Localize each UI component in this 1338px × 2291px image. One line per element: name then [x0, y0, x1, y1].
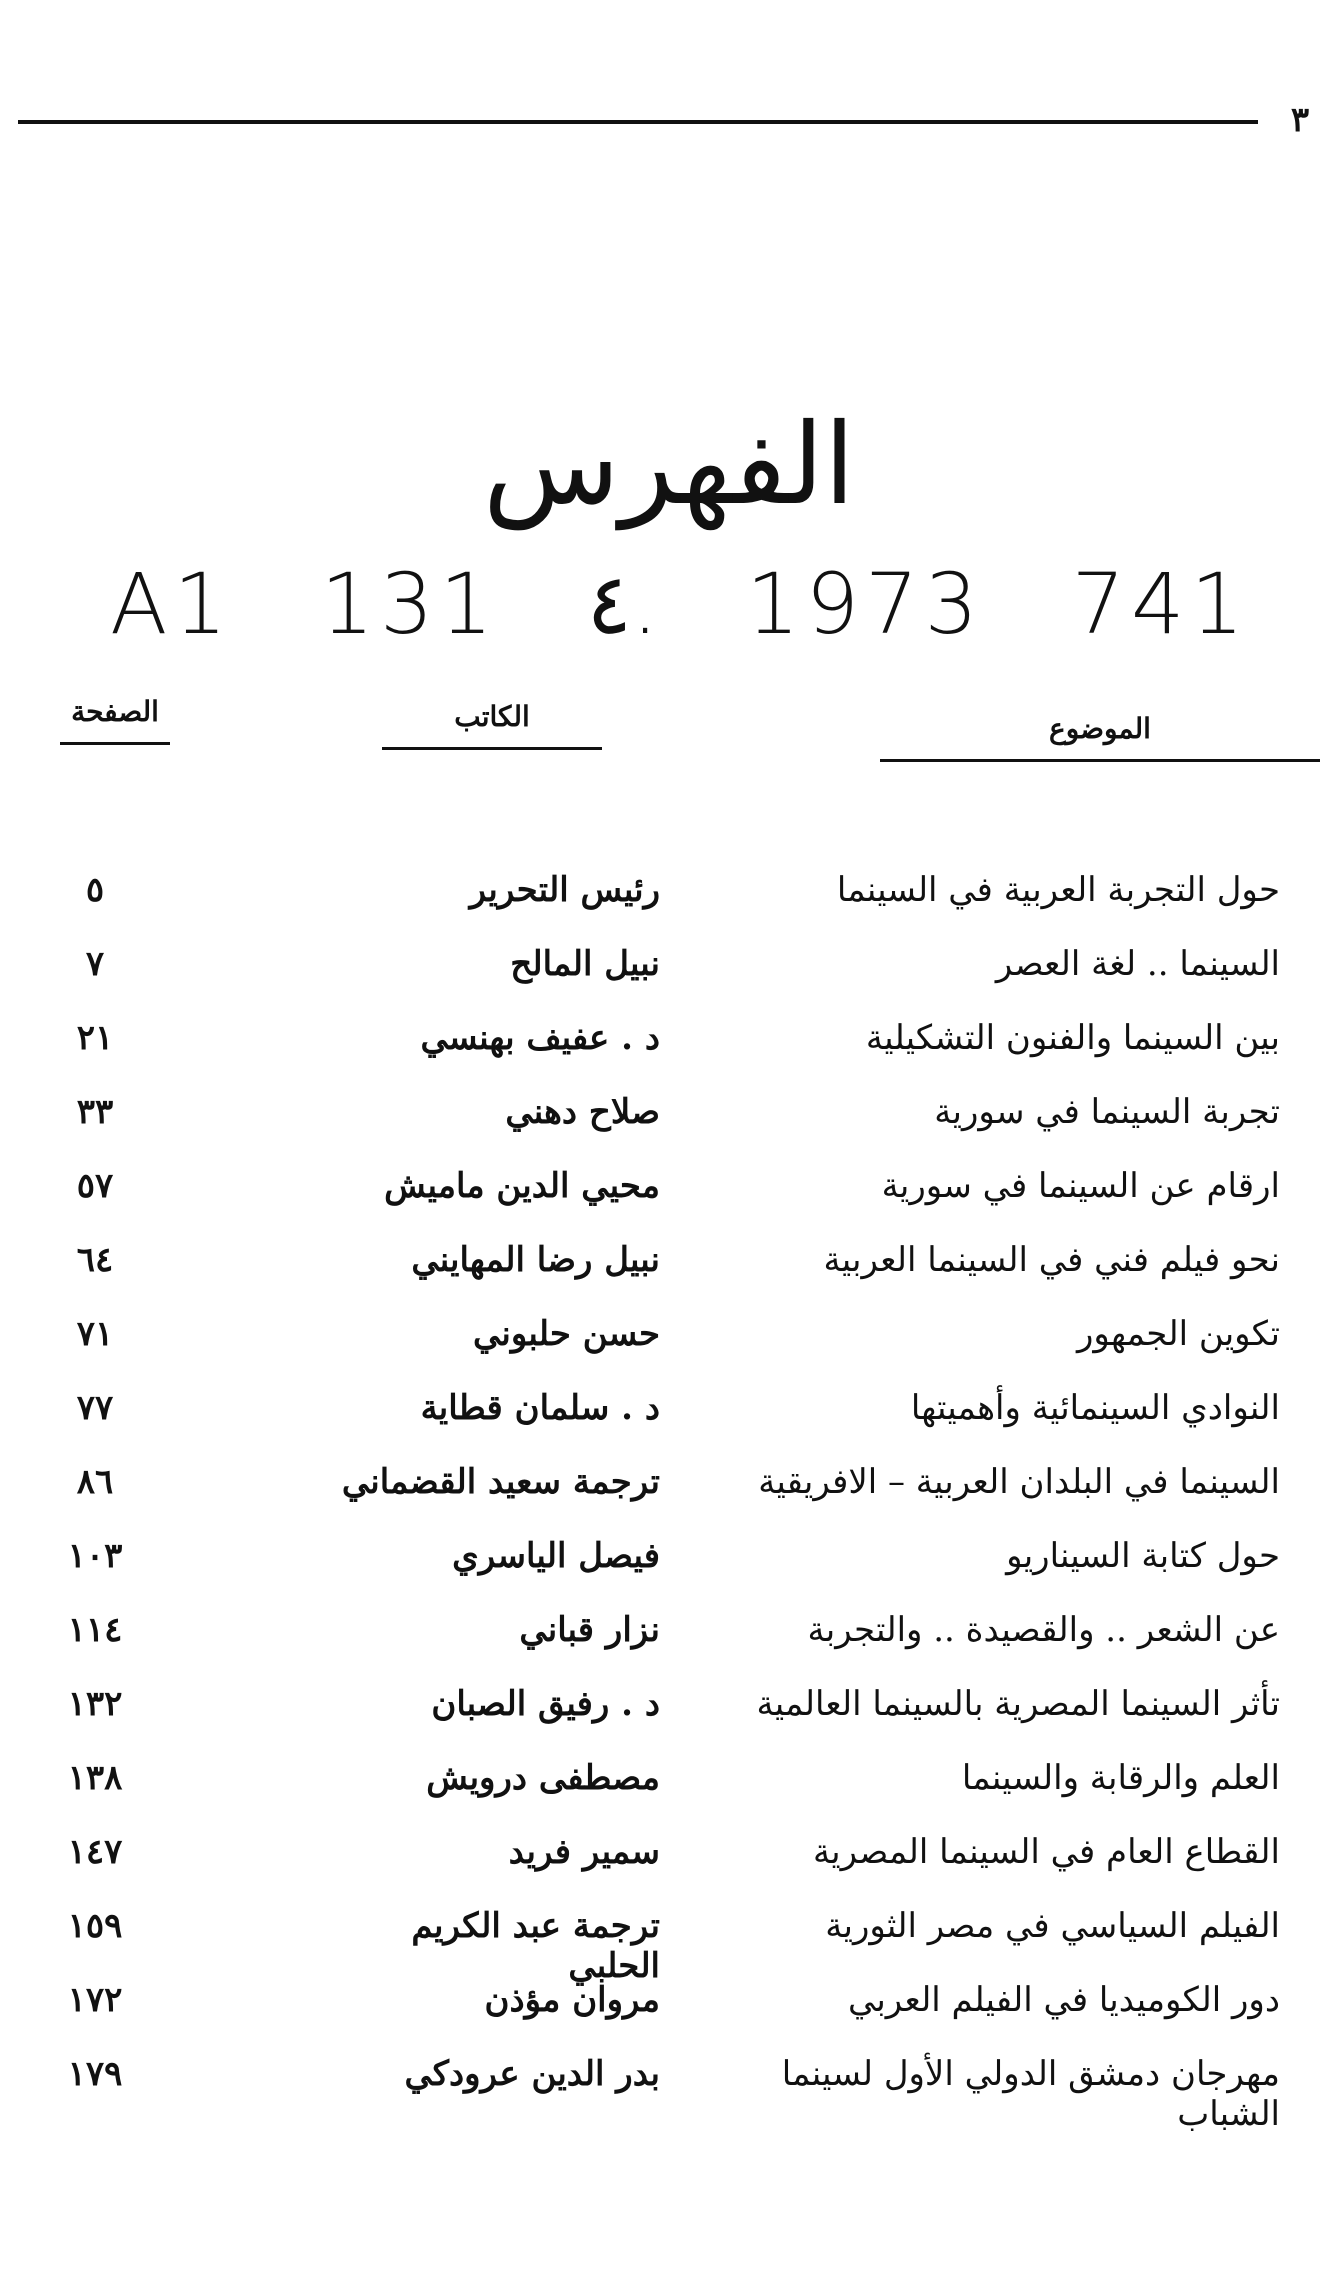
toc-entry — [40, 870, 1280, 944]
entry-author: بدر الدين عرودكي — [404, 2054, 660, 2094]
entry-topic: بين السينما والفنون التشكيلية — [865, 1018, 1280, 1058]
entry-author: نبيل رضا المهايني — [411, 1240, 660, 1280]
handwritten-code — [110, 555, 1250, 653]
column-header-author: الكاتب — [382, 700, 602, 750]
column-header-page: الصفحة — [60, 695, 170, 745]
entry-page: ١٣٨ — [67, 1758, 123, 1798]
entry-topic: العلم والرقابة والسينما — [961, 1758, 1280, 1798]
entry-page: ٧٧ — [76, 1388, 114, 1428]
toc-entry — [40, 1536, 1280, 1610]
entry-author: سمير فريد — [508, 1832, 660, 1872]
toc-entry — [40, 944, 1280, 1018]
table-of-contents — [40, 870, 1280, 2134]
toc-entry — [40, 1092, 1280, 1166]
page-number: ٣ — [1290, 100, 1310, 140]
entry-page: ١٤٧ — [67, 1832, 123, 1872]
entry-topic: حول التجربة العربية في السينما — [836, 870, 1280, 910]
entry-page: ١١٤ — [67, 1610, 123, 1650]
entry-author: صلاح دهني — [505, 1092, 660, 1132]
code-part: 131 — [320, 555, 499, 653]
entry-page: ١٣٢ — [67, 1684, 123, 1724]
entry-page: ٧١ — [76, 1314, 114, 1354]
entry-author: رئيس التحرير — [469, 870, 660, 910]
column-header-topic: الموضوع — [880, 712, 1320, 762]
entry-author: مصطفى درويش — [426, 1758, 660, 1798]
entry-author: نبيل المالح — [510, 944, 660, 984]
toc-entry — [40, 1832, 1280, 1906]
page-title: الفهرس — [482, 400, 856, 530]
toc-entry — [40, 1684, 1280, 1758]
toc-entry — [40, 1980, 1280, 2054]
code-part: 741 — [1071, 555, 1250, 653]
entry-topic: النوادي السينمائية وأهميتها — [910, 1388, 1280, 1428]
entry-page: ٢١ — [76, 1018, 114, 1058]
entry-page: ٦٤ — [76, 1240, 114, 1280]
entry-author: فيصل الياسري — [452, 1536, 660, 1576]
entry-topic: حول كتابة السيناريو — [1006, 1536, 1280, 1576]
entry-page: ١٥٩ — [67, 1906, 123, 1946]
entry-page: ٥٧ — [76, 1166, 114, 1206]
entry-page: ٧ — [85, 944, 105, 984]
code-part: A1 — [110, 555, 233, 653]
entry-topic: دور الكوميديا في الفيلم العربي — [847, 1980, 1280, 2020]
entry-page: ١٠٣ — [67, 1536, 123, 1576]
toc-entry — [40, 1906, 1280, 1986]
entry-author: مروان مؤذن — [484, 1980, 660, 2020]
entry-topic: القطاع العام في السينما المصرية — [812, 1832, 1280, 1872]
entry-author: ترجمة عبد الكريم الحلبي — [411, 1906, 660, 1986]
toc-entry — [40, 1758, 1280, 1832]
entry-author: د . رفيق الصبان — [431, 1684, 660, 1724]
entry-topic: الفيلم السياسي في مصر الثورية — [825, 1906, 1280, 1946]
toc-entry — [40, 1166, 1280, 1240]
toc-entry — [40, 1462, 1280, 1536]
toc-entry — [40, 2054, 1280, 2134]
toc-entry — [40, 1610, 1280, 1684]
toc-entry — [40, 1314, 1280, 1388]
entry-author: ترجمة سعيد القضماني — [341, 1462, 660, 1502]
toc-entry — [40, 1240, 1280, 1314]
entry-topic: مهرجان دمشق الدولي الأول لسينما الشباب — [781, 2054, 1280, 2134]
entry-page: ٥ — [85, 870, 105, 910]
entry-page: ١٧٢ — [67, 1980, 123, 2020]
toc-entry — [40, 1388, 1280, 1462]
entry-topic: تأثر السينما المصرية بالسينما العالمية — [756, 1684, 1280, 1724]
entry-author: محيي الدين ماميش — [384, 1166, 660, 1206]
entry-page: ٣٣ — [76, 1092, 114, 1132]
entry-topic: تكوين الجمهور — [1076, 1314, 1280, 1354]
code-part: 1973 — [746, 555, 984, 653]
entry-author: نزار قباني — [519, 1610, 660, 1650]
top-rule — [18, 120, 1258, 124]
entry-topic: تجربة السينما في سورية — [934, 1092, 1280, 1132]
entry-page: ١٧٩ — [67, 2054, 123, 2094]
entry-topic: السينما في البلدان العربية – الافريقية — [758, 1462, 1280, 1502]
entry-topic: عن الشعر .. والقصيدة .. والتجربة — [807, 1610, 1280, 1650]
entry-topic: السينما .. لغة العصر — [995, 944, 1280, 984]
toc-entry — [40, 1018, 1280, 1092]
entry-topic: ارقام عن السينما في سورية — [881, 1166, 1280, 1206]
entry-author: حسن حلبوني — [473, 1314, 660, 1354]
entry-author: د . عفيف بهنسي — [420, 1018, 660, 1058]
entry-page: ٨٦ — [76, 1462, 114, 1502]
entry-author: د . سلمان قطاية — [420, 1388, 660, 1428]
entry-topic: نحو فيلم فني في السينما العربية — [823, 1240, 1280, 1280]
code-part: ٤. — [586, 555, 659, 653]
